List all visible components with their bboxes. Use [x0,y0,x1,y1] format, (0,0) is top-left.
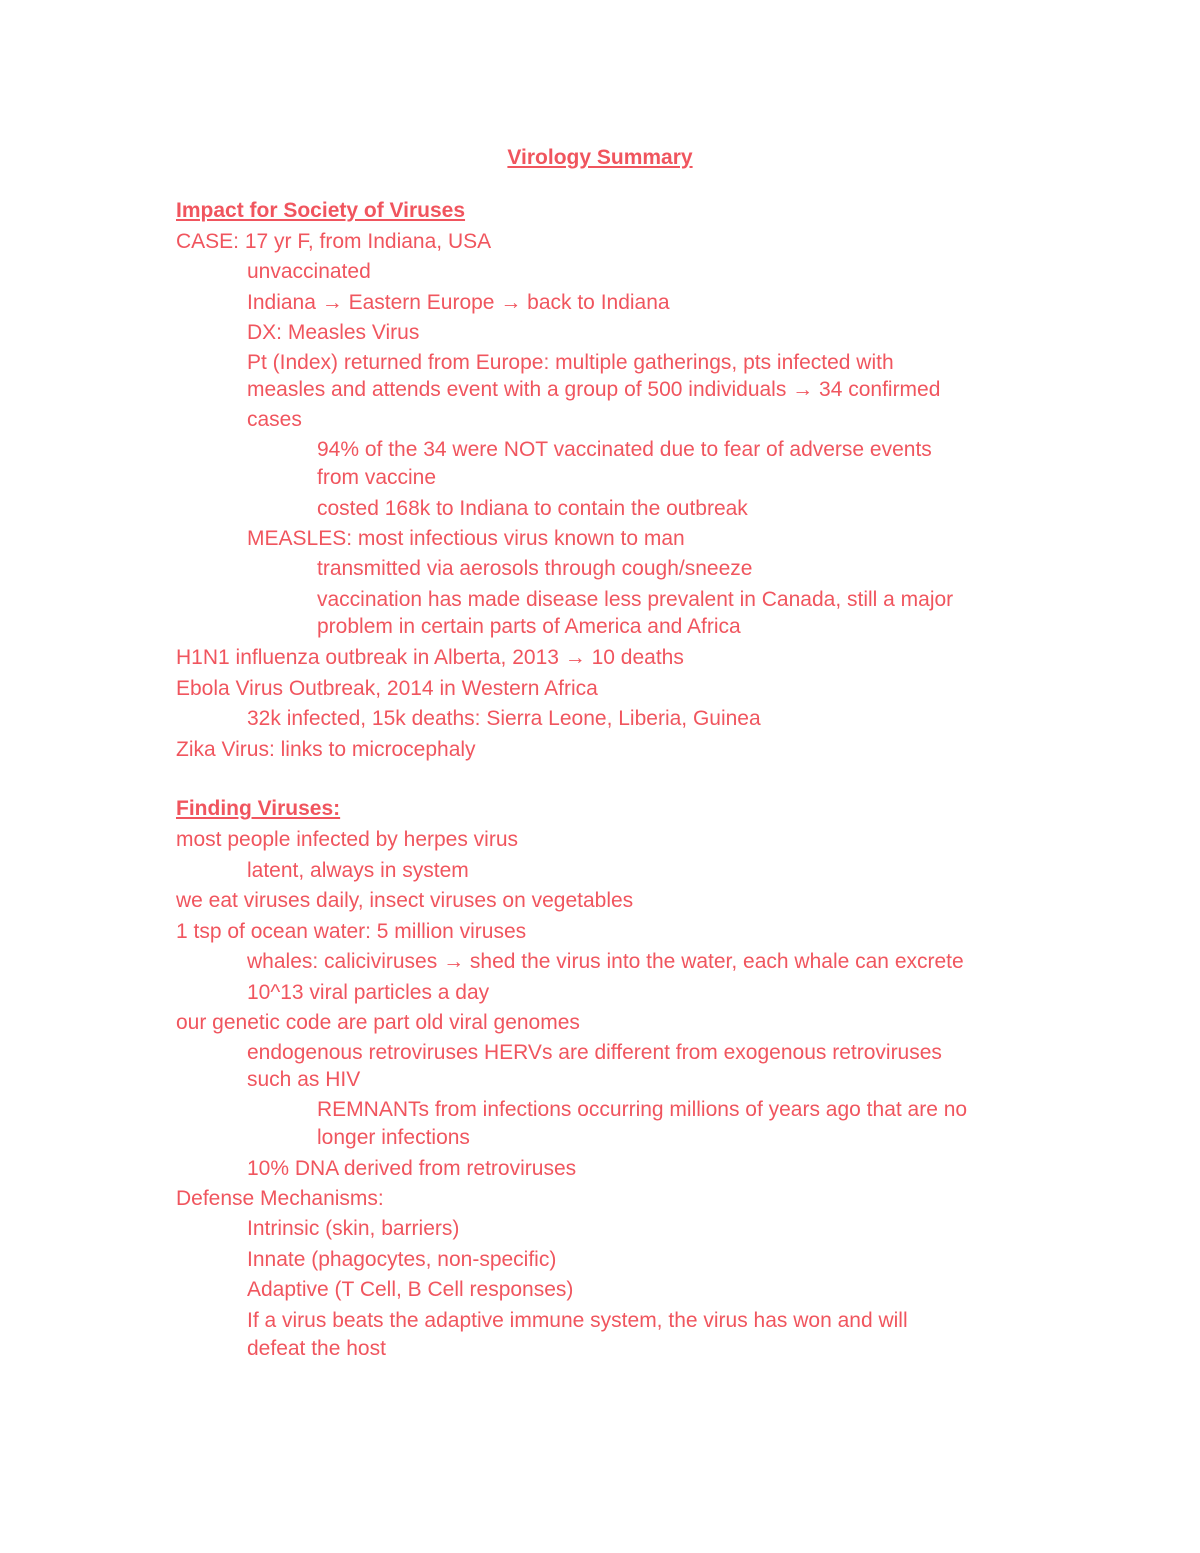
page-title: Virology Summary [507,146,693,169]
eat-viruses-line: we eat viruses daily, insect viruses on vegetables [176,889,634,912]
ebola-detail-line: 32k infected, 15k deaths: Sierra Leone, Liberia, Guinea [247,707,761,730]
index-patient-line-2: measles and attends event with a group of 500 individuals → 34 confirmed [247,378,941,401]
unvaccinated-line: unvaccinated [247,260,371,283]
whales-line-1: whales: caliciviruses → shed the virus into the water, each whale can excrete [247,950,964,973]
case-line: CASE: 17 yr F, from Indiana, USA [176,230,492,253]
unvaccinated-pct-line-1: 94% of the 34 were NOT vaccinated due to fear of adverse events [317,438,932,461]
latent-line: latent, always in system [247,859,469,882]
genetic-code-line: our genetic code are part old viral genomes [176,1011,580,1034]
h1n1-line: H1N1 influenza outbreak in Alberta, 2013 → 10 deaths [176,646,684,669]
remnants-line-1: REMNANTs from infections occurring millions of years ago that are no [317,1098,968,1121]
section-heading-finding: Finding Viruses: [176,797,341,820]
section-heading-impact: Impact for Society of Viruses [176,199,466,222]
herpes-line: most people infected by herpes virus [176,828,519,851]
measles-line: MEASLES: most infectious virus known to man [247,527,685,550]
travel-line: Indiana → Eastern Europe → back to Indiana [247,291,670,314]
ocean-water-line: 1 tsp of ocean water: 5 million viruses [176,920,527,943]
remnants-line-2: longer infections [317,1126,470,1149]
vaccination-line-1: vaccination has made disease less prevalent in Canada, still a major [317,588,954,611]
dna-retrovirus-line: 10% DNA derived from retroviruses [247,1157,577,1180]
cost-line: costed 168k to Indiana to contain the outbreak [317,497,748,520]
ebola-line: Ebola Virus Outbreak, 2014 in Western Africa [176,677,598,700]
unvaccinated-pct-line-2: from vaccine [317,466,437,489]
index-patient-line-1: Pt (Index) returned from Europe: multiple gatherings, pts infected with [247,351,894,374]
intrinsic-line: Intrinsic (skin, barriers) [247,1217,460,1240]
virus-beats-line-1: If a virus beats the adaptive immune system, the virus has won and will [247,1309,908,1332]
diagnosis-line: DX: Measles Virus [247,321,420,344]
hervs-line-1: endogenous retroviruses HERVs are different from exogenous retroviruses [247,1041,942,1064]
index-patient-line-3: cases [247,408,302,431]
vaccination-line-2: problem in certain parts of America and Africa [317,615,741,638]
zika-line: Zika Virus: links to microcephaly [176,738,476,761]
adaptive-line: Adaptive (T Cell, B Cell responses) [247,1278,574,1301]
virus-beats-line-2: defeat the host [247,1337,386,1360]
hervs-line-2: such as HIV [247,1068,361,1091]
whales-line-2: 10^13 viral particles a day [247,981,490,1004]
innate-line: Innate (phagocytes, non-specific) [247,1248,557,1271]
defense-mechanisms-line: Defense Mechanisms: [176,1187,384,1210]
transmission-line: transmitted via aerosols through cough/sneeze [317,557,753,580]
